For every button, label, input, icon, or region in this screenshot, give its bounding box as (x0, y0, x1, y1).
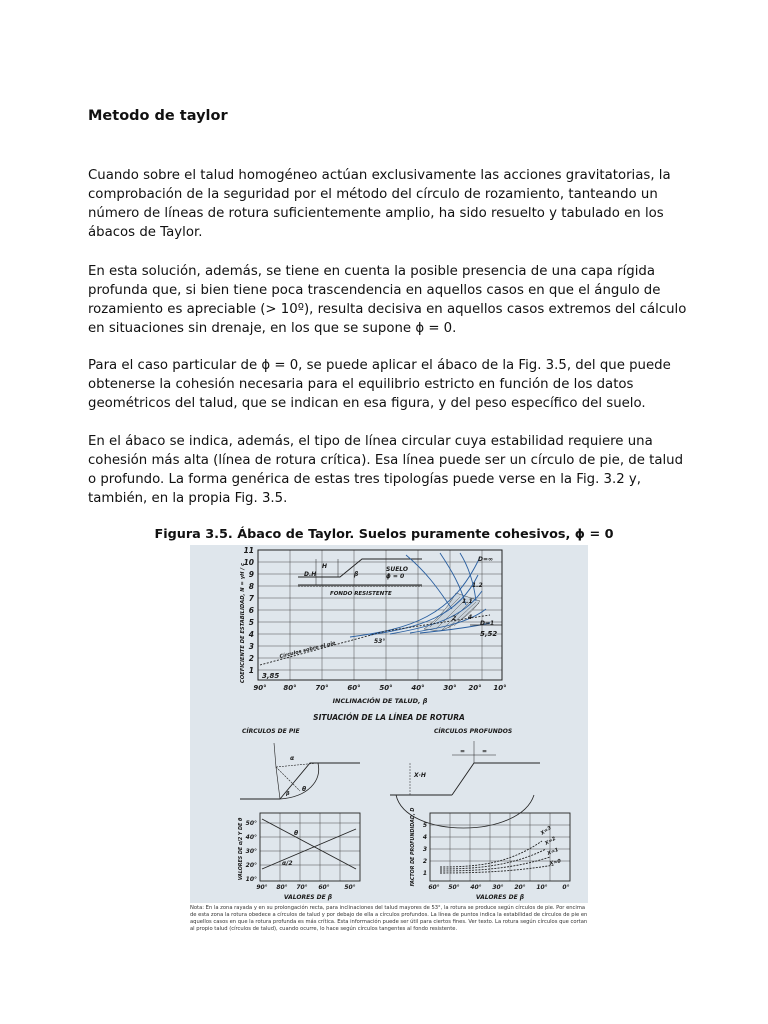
y-tick: 3 (248, 642, 254, 651)
paragraph-3: Para el caso particular de ϕ = 0, se puede aplicar el ábaco de la Fig. 3.5, del que puede obtenerse la cohesión necesaria para el equilibrio estricto en función de los datos geométricos del talud, que se indican en esa figura, y del peso específico del suelo. (88, 358, 671, 411)
right-x-tick: 50° (448, 884, 460, 891)
d-label: 4 (468, 614, 473, 621)
paragraph-4: En el ábaco se indica, además, el tipo de línea circular cuya estabilidad requiere una cohesión más alta (línea de rotura crítica). Esa línea puede ser un círculo de pie, de talud o profundo. La forma genérica de estas tres tipologías puede verse en la Fig. 3.2 y, también, en la propia Fig. 3.5. (88, 434, 684, 506)
inset-dh-label: D.H (304, 571, 317, 578)
x-tick: 60° (347, 684, 361, 692)
y-tick: 11 (243, 546, 254, 555)
d-label: D=∞ (478, 556, 494, 563)
inset-phi-label: ϕ = 0 (386, 573, 405, 580)
right-curve-label: X=2 (544, 835, 557, 847)
inset-h-label: H (322, 563, 328, 570)
y-tick: 2 (248, 654, 254, 663)
eq-label-2: = (482, 748, 488, 755)
d-label: 1.2 (472, 582, 483, 589)
x-tick: 20° (468, 684, 482, 692)
x-tick: 70° (315, 684, 329, 692)
left-y-tick: 30° (245, 848, 257, 855)
left-curve-label: θ (294, 830, 299, 837)
toe-circle-sketch (240, 743, 360, 799)
y-tick: 10 (243, 558, 254, 567)
left-x-tick: 80° (276, 884, 288, 891)
value-552-label: 5,52 (480, 630, 498, 638)
left-y-tick: 50° (245, 820, 257, 827)
left-small-chart (238, 813, 360, 901)
y-tick: 4 (248, 630, 254, 639)
x-tick: 30° (443, 684, 457, 692)
taylor-chart-figure (190, 545, 588, 903)
right-x-tick: 30° (492, 884, 504, 891)
left-x-tick: 50° (344, 884, 356, 891)
main-y-axis-label: COEFICIENTE DE ESTABILIDAD, N = γH / c (240, 562, 246, 684)
right-y-tick: 1 (422, 870, 427, 877)
y-tick: 9 (248, 570, 254, 579)
document-title: Metodo de taylor (88, 108, 228, 124)
y-tick: 8 (248, 582, 254, 591)
right-y-tick: 4 (422, 834, 427, 841)
right-x-tick: 40° (470, 884, 482, 891)
right-x-tick: 60° (428, 884, 440, 891)
paragraph-1: Cuando sobre el talud homogéneo actúan exclusivamente las acciones gravitatorias, la comprobación de la seguridad por el método del círculo de rozamiento, tanteando un número de líneas de rotura suficientemente amplio, ha sido resuelto y tabulado en los ábacos de Taylor. (88, 168, 671, 240)
left-x-tick: 60° (318, 884, 330, 891)
right-y-tick: 2 (422, 858, 427, 865)
pie-alpha-label: α (290, 755, 295, 762)
left-y-tick: 10° (245, 876, 257, 883)
pie-theta-label: θ (302, 786, 307, 793)
right-curve-label: X=3 (539, 825, 553, 837)
value-385-label: 3,85 (262, 672, 280, 680)
d-label: 1.1 (462, 598, 473, 605)
main-chart (240, 546, 507, 705)
left-x-tick: 70° (296, 884, 308, 891)
left-y-axis-label: VALORES DE α/2 Y DE θ (239, 817, 244, 881)
figure-note: Nota: En la zona rayada y en su prolongación recta, para inclinaciones del talud mayores de 53°, la rotura se produce según círculos de pie. Por encima de esta zona la rotura obedece a círculos de talud y por debajo de ella a círculos profundos. La línea de puntos indica la estabilidad de círculos de pie en aquellos casos en que la rotura profunda es más crítica. Esta información puede ser útil para ciertos fines. Ver texto. La rotura según círculos que cortan al propio talud (círculos de talud), cuando ocurre, lo hace según círculos tangentes al fondo resistente. (190, 905, 588, 932)
right-x-axis-label: VALORES DE β (475, 894, 525, 901)
inset-fondo-label: FONDO RESISTENTE (330, 591, 392, 597)
situation-title: SITUACIÓN DE LA LÍNEA DE ROTURA (313, 713, 465, 722)
left-curve-label: α/2 (282, 860, 293, 867)
right-x-tick: 10° (536, 884, 548, 891)
inset-beta-label: β (354, 571, 359, 578)
left-x-axis-label: VALORES DE β (283, 894, 333, 901)
right-x-tick: 0° (562, 884, 570, 891)
right-y-axis-label: FACTOR DE PROFUNDIDAD, D (411, 807, 416, 887)
eq-label-1: = (460, 748, 466, 755)
x-tick: 80° (283, 684, 297, 692)
circulos-pie-label: CÍRCULOS DE PIE (242, 728, 300, 735)
x-tick: 90° (253, 684, 267, 692)
left-y-tick: 40° (245, 834, 257, 841)
x-tick: 10° (493, 684, 507, 692)
right-x-tick: 20° (514, 884, 526, 891)
xh-label: X·H (414, 772, 426, 779)
d-label: 2 (452, 615, 457, 622)
circulos-profundos-label: CÍRCULOS PROFUNDOS (434, 728, 513, 735)
paragraph-2: En esta solución, además, se tiene en cuenta la posible presencia de una capa rígida profunda que, si bien tiene poca trascendencia en aquellos casos en que el ángulo de rozamiento es apreciable (> 10º), resulta decisiva en aquellos casos extremos del cálculo en situaciones sin drenaje, en los que se supone ϕ = 0. (88, 264, 687, 336)
inset-suelo-label: SUELO (386, 566, 409, 573)
right-y-tick: 3 (422, 846, 427, 853)
taylor-chart-svg (190, 545, 588, 903)
angle-53-label: 53° (374, 638, 386, 645)
right-y-tick: 5 (422, 822, 427, 829)
right-small-chart (410, 808, 570, 901)
main-x-axis-label: INCLINACIÓN DE TALUD, β (332, 697, 428, 705)
main-inset-slope (298, 559, 422, 597)
d-label: D=1 (480, 620, 495, 627)
y-tick: 1 (248, 666, 254, 675)
y-tick: 5 (248, 618, 254, 627)
circle-line-label: Círculos sobre el pie (279, 640, 337, 660)
y-tick: 7 (248, 594, 254, 603)
left-y-tick: 20° (245, 862, 257, 869)
right-curve-label: X=0 (549, 858, 562, 867)
x-tick: 40° (411, 684, 425, 692)
left-x-tick: 90° (256, 884, 268, 891)
right-curve-label: X=1 (546, 846, 560, 857)
y-tick: 6 (248, 606, 254, 615)
x-tick: 50° (379, 684, 393, 692)
figure-caption: Figura 3.5. Ábaco de Taylor. Suelos puramente cohesivos, ϕ = 0 (154, 527, 614, 542)
pie-beta-label: β (286, 791, 290, 797)
